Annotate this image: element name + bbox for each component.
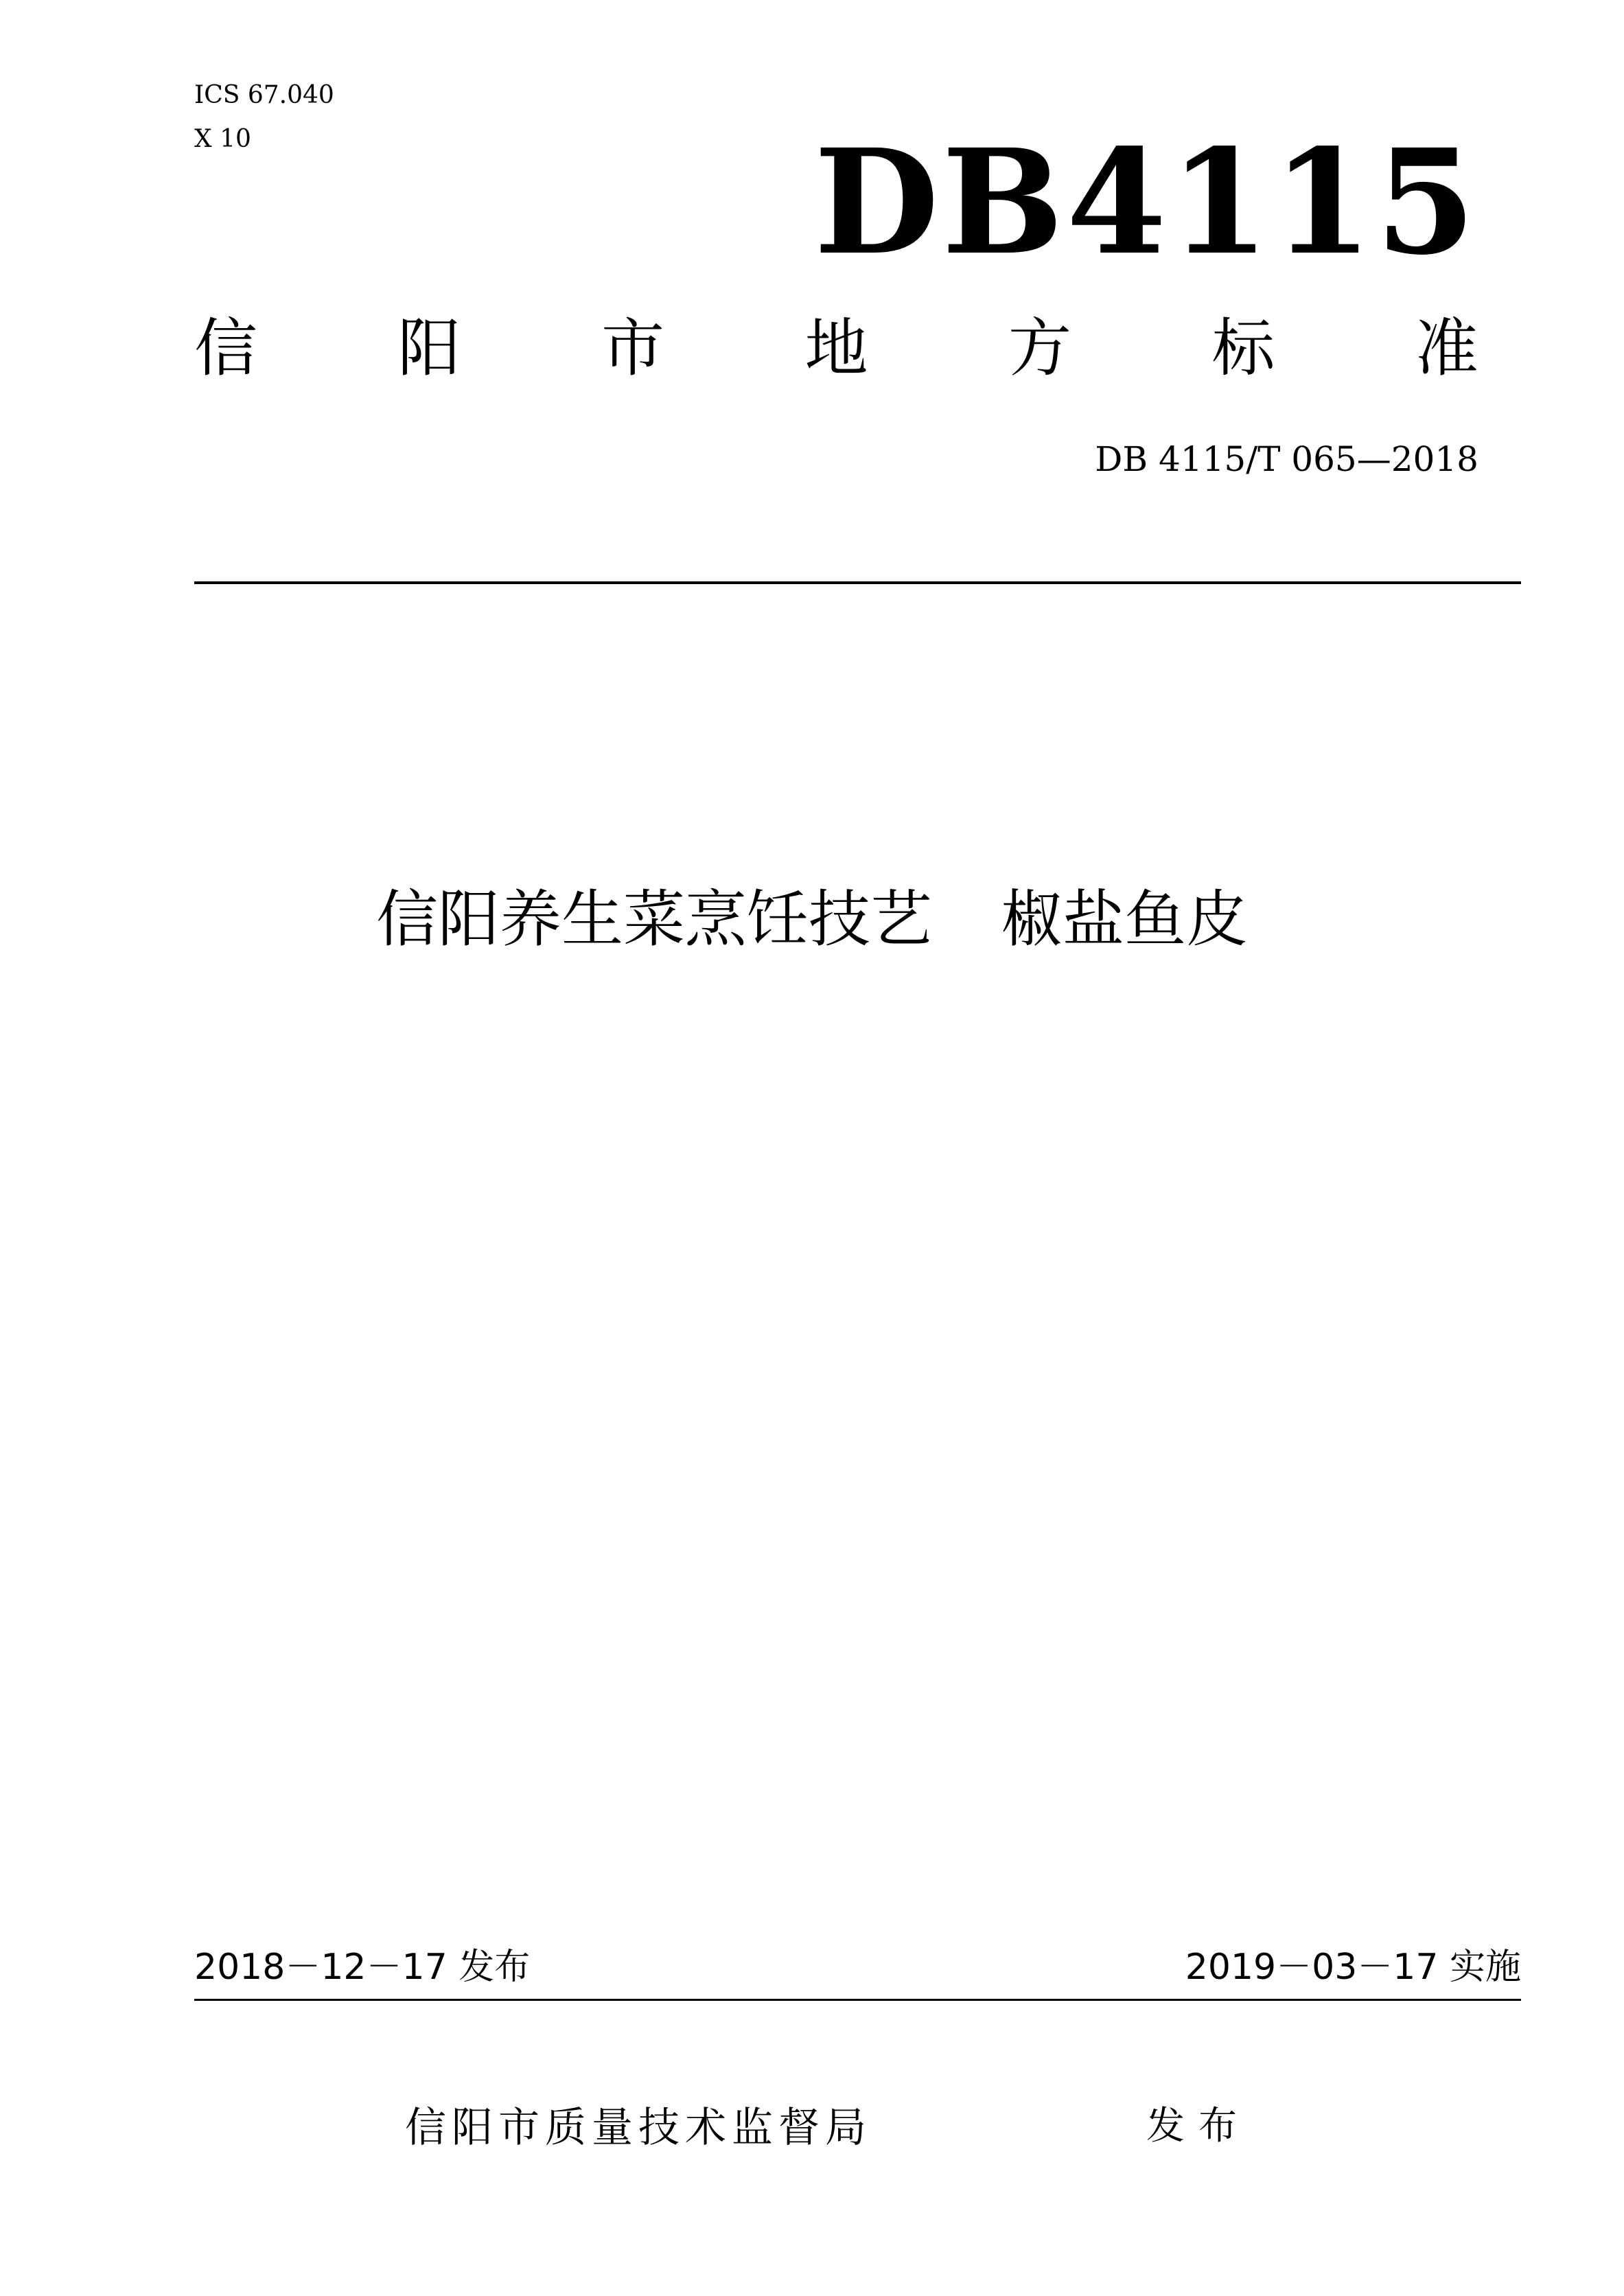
standard-code: DB4115	[813, 117, 1478, 287]
ics-code: ICS 67.040	[194, 81, 334, 109]
header-divider	[194, 581, 1521, 584]
standard-type-char: 标	[1211, 312, 1275, 385]
issue-date: 2018－12－17 发布	[194, 1947, 531, 1988]
title-sub: 椒盐鱼皮	[1001, 883, 1248, 955]
standard-type-char: 市	[601, 312, 664, 385]
footer-divider	[194, 1999, 1521, 2001]
standard-type-char: 地	[804, 312, 868, 385]
document-title	[0, 883, 1624, 955]
issuing-authority: 信阳市质量技术监督局	[405, 2104, 872, 2152]
issue-label: 发布	[1146, 2104, 1251, 2148]
standard-number: DB 4115/T 065—2018	[1095, 439, 1478, 479]
classification-code: X 10	[194, 125, 251, 153]
standard-type	[194, 312, 1478, 385]
standard-type-char: 准	[1415, 312, 1478, 385]
standard-type-char: 阳	[397, 312, 461, 385]
title-main: 信阳养生菜烹饪技艺	[376, 883, 932, 955]
standard-type-char: 信	[194, 312, 258, 385]
implementation-date: 2019－03－17 实施	[1185, 1947, 1521, 1988]
standard-type-char: 方	[1008, 312, 1071, 385]
